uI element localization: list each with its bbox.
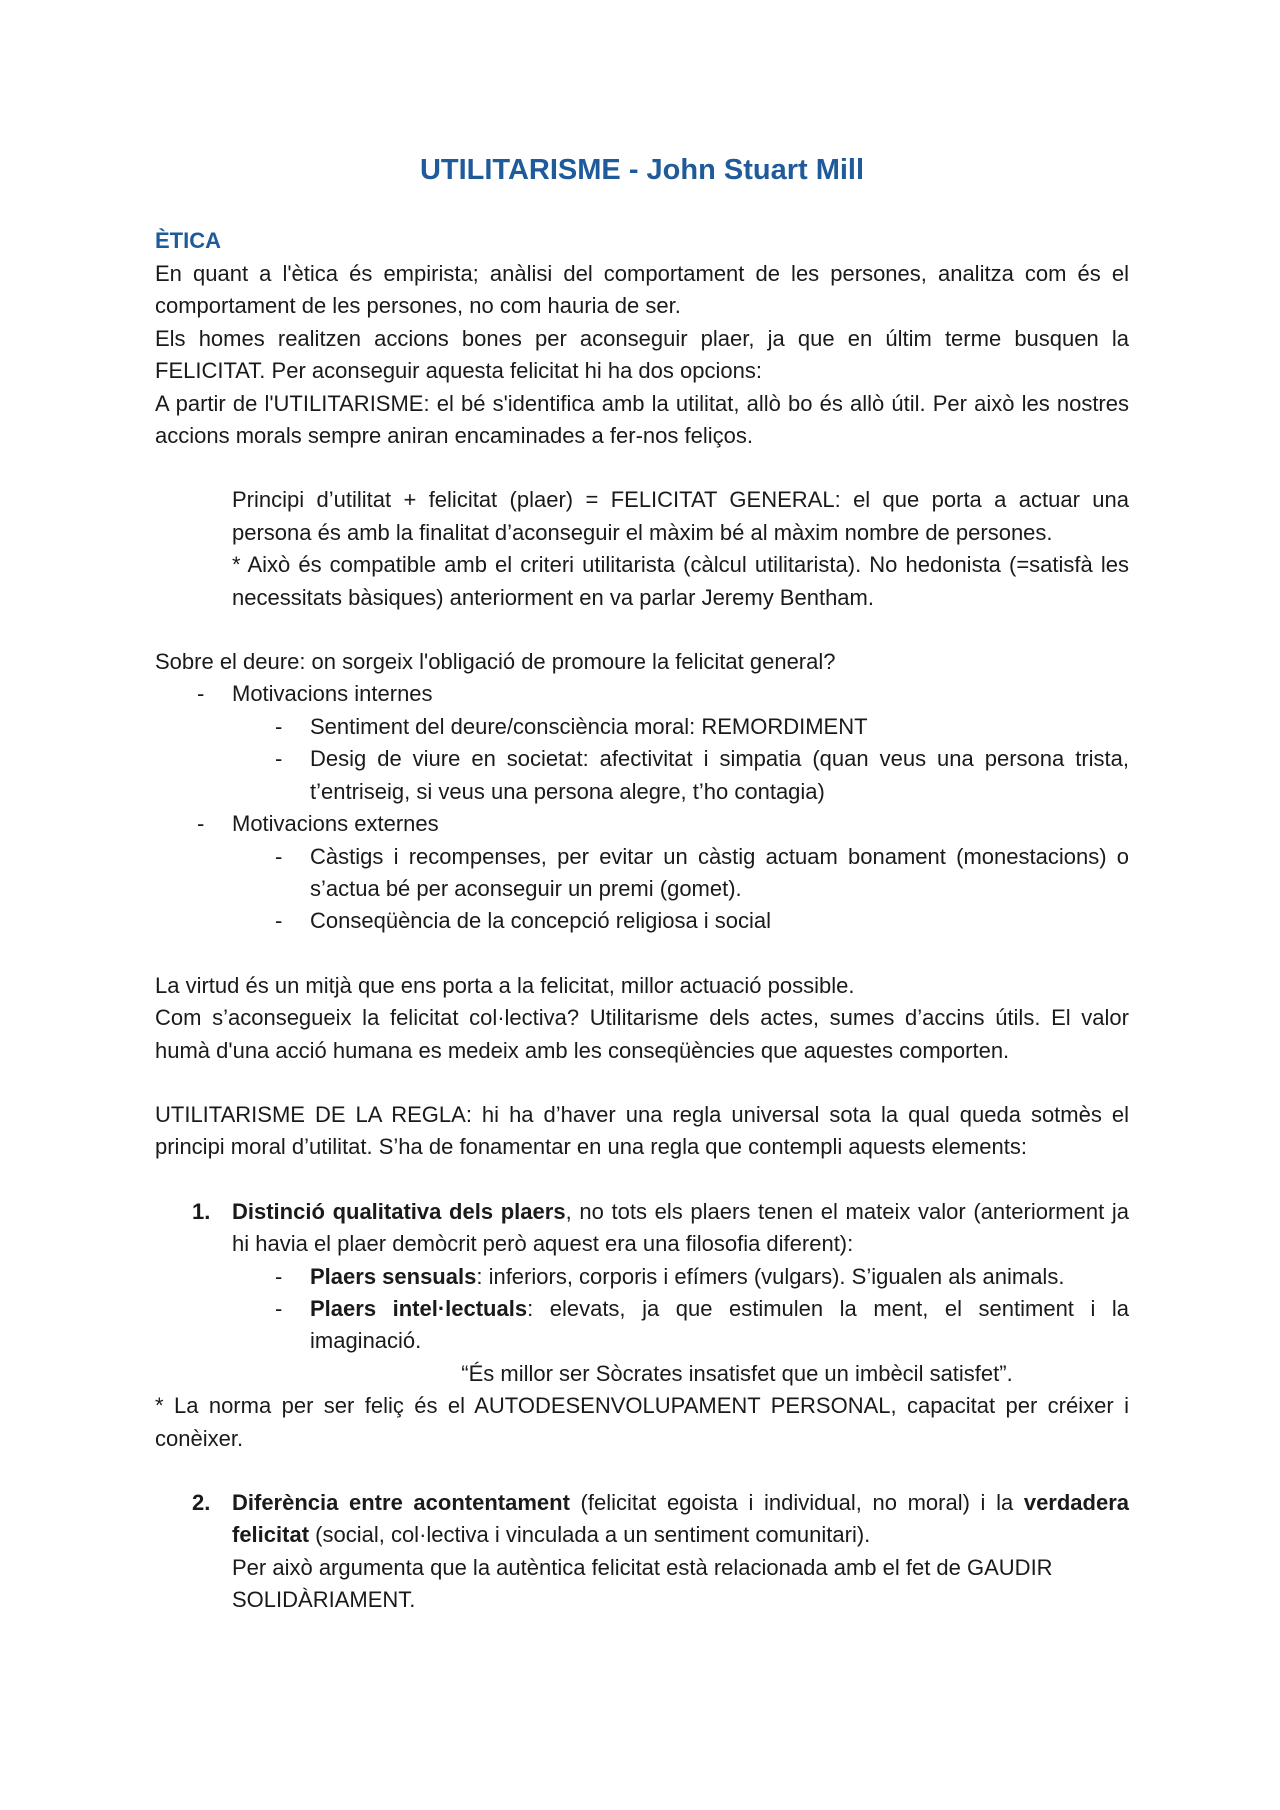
bullet-dash: - <box>275 1295 283 1321</box>
bullet-dash: - <box>275 908 283 934</box>
list-number: 1. <box>192 1198 211 1224</box>
document-page <box>155 150 1129 1617</box>
self-development-note: * La norma per ser feliç és el AUTODESENVOLUPAMENT PERSONAL, capacitat per créixer i conèixer. <box>155 1393 1129 1451</box>
virtue-paragraph-2: Com s’aconsegueix la felicitat col·lectiva? Utilitarisme dels actes, sumes d’accins útils. El valor humà d'una acció humana es medeix amb les conseqüències que aquestes comporten. <box>155 1005 1129 1063</box>
socrates-quote: “És millor ser Sòcrates insatisfet que un imbècil satisfet”. <box>461 1360 1013 1386</box>
sensual-pleasures-text: : inferiors, corporis i efímers (vulgars). S’igualen als animals. <box>476 1263 1065 1289</box>
list-item <box>275 905 1129 937</box>
list-item <box>275 1261 1129 1293</box>
list-item <box>275 711 1129 743</box>
internal-item-1: Sentiment del deure/consciència moral: REMORDIMENT <box>310 713 868 739</box>
internal-item-2: Desig de viure en societat: afectivitat i simpatia (quan veus una persona trista, t’entriseig, si veus una persona alegre, t’ho contagia) <box>310 746 1129 804</box>
point2-bold-1: Diferència entre acontentament <box>232 1490 570 1515</box>
list-item <box>197 808 1129 840</box>
intro-paragraph-3: A partir de l'UTILITARISME: el bé s'identifica amb la utilitat, allò bo és allò útil. Per això les nostres accions morals sempre aniran encaminades a fer-nos feliços. <box>155 390 1129 449</box>
duty-question: Sobre el deure: on sorgeix l'obligació de promoure la felicitat general? <box>155 649 836 675</box>
point1-rest: , no tots els plaers tenen el mateix valor (anteriorment ja hi havia el plaer demòcrit però aquest era una filosofia diferent): <box>232 1198 1129 1257</box>
bullet-dash: - <box>275 746 283 772</box>
list-item <box>275 743 1129 808</box>
numbered-item-2 <box>192 1487 1130 1552</box>
point1-bold: Distinció qualitativa dels plaers <box>232 1198 566 1224</box>
external-motivations-label: Motivacions externes <box>232 811 439 837</box>
point2-end: (social, col·lectiva i vinculada a un sentiment comunitari). <box>309 1522 871 1548</box>
bullet-dash: - <box>197 811 205 837</box>
intellectual-pleasures-text: : elevats, ja que estimulen la ment, el sentiment i la imaginació. <box>310 1295 1129 1354</box>
point2-mid: (felicitat egoista i individual, no moral) i la <box>569 1490 1024 1515</box>
list-item <box>275 841 1129 906</box>
virtue-paragraph-1: La virtud és un mitjà que ens porta a la felicitat, millor actuació possible. <box>155 972 855 998</box>
bullet-dash: - <box>197 681 205 707</box>
section-heading: ÈTICA <box>155 228 221 253</box>
intro-paragraph-2: Els homes realitzen accions bones per aconseguir plaer, ja que en últim terme busquen la FELICITAT. Per aconseguir aquesta felicitat hi ha dos opcions: <box>155 325 1129 384</box>
principle-text: Principi d’utilitat + felicitat (plaer) = FELICITAT GENERAL: el que porta a actuar una persona és amb la finalitat d’aconseguir el màxim bé al màxim nombre de persones. <box>232 487 1129 545</box>
list-item <box>275 1293 1129 1358</box>
bullet-dash: - <box>275 843 283 869</box>
sensual-pleasures-term: Plaers sensuals <box>310 1263 477 1289</box>
list-number: 2. <box>192 1490 211 1515</box>
intellectual-pleasures-term: Plaers intel·lectuals <box>310 1295 528 1321</box>
external-item-1: Càstigs i recompenses, per evitar un càstig actuam bonament (monestacions) o s’actua bé per aconseguir un premi (gomet). <box>310 843 1129 901</box>
rule-utilitarianism-paragraph: UTILITARISME DE LA REGLA: hi ha d’haver una regla universal sota la qual queda sotmès el principi moral d’utilitat. S’ha de fonamentar en una regla que contempli aquests elements: <box>155 1101 1129 1160</box>
page-title: UTILITARISME - John Stuart Mill <box>419 154 865 186</box>
bullet-dash: - <box>275 713 283 739</box>
intro-paragraph-1: En quant a l'ètica és empirista; anàlisi del comportament de les persones, analitza com és el comportament de les persones, no com hauria de ser. <box>155 261 1129 319</box>
list-item <box>197 678 1129 710</box>
point2-follow: Per això argumenta que la autèntica felicitat està relacionada amb el fet de GAUDIR SOLIDÀRIAMENT. <box>232 1554 1053 1613</box>
principle-note: * Això és compatible amb el criteri utilitarista (càlcul utilitarista). No hedonista (=satisfà les necessitats bàsiques) anteriorment en va parlar Jeremy Bentham. <box>232 552 1129 610</box>
bullet-dash: - <box>275 1263 283 1289</box>
external-item-2: Conseqüència de la concepció religiosa i social <box>310 908 772 934</box>
internal-motivations-label: Motivacions internes <box>232 681 433 707</box>
numbered-item-1 <box>192 1196 1129 1261</box>
point2-bold-2: verdadera felicitat <box>232 1490 1130 1548</box>
